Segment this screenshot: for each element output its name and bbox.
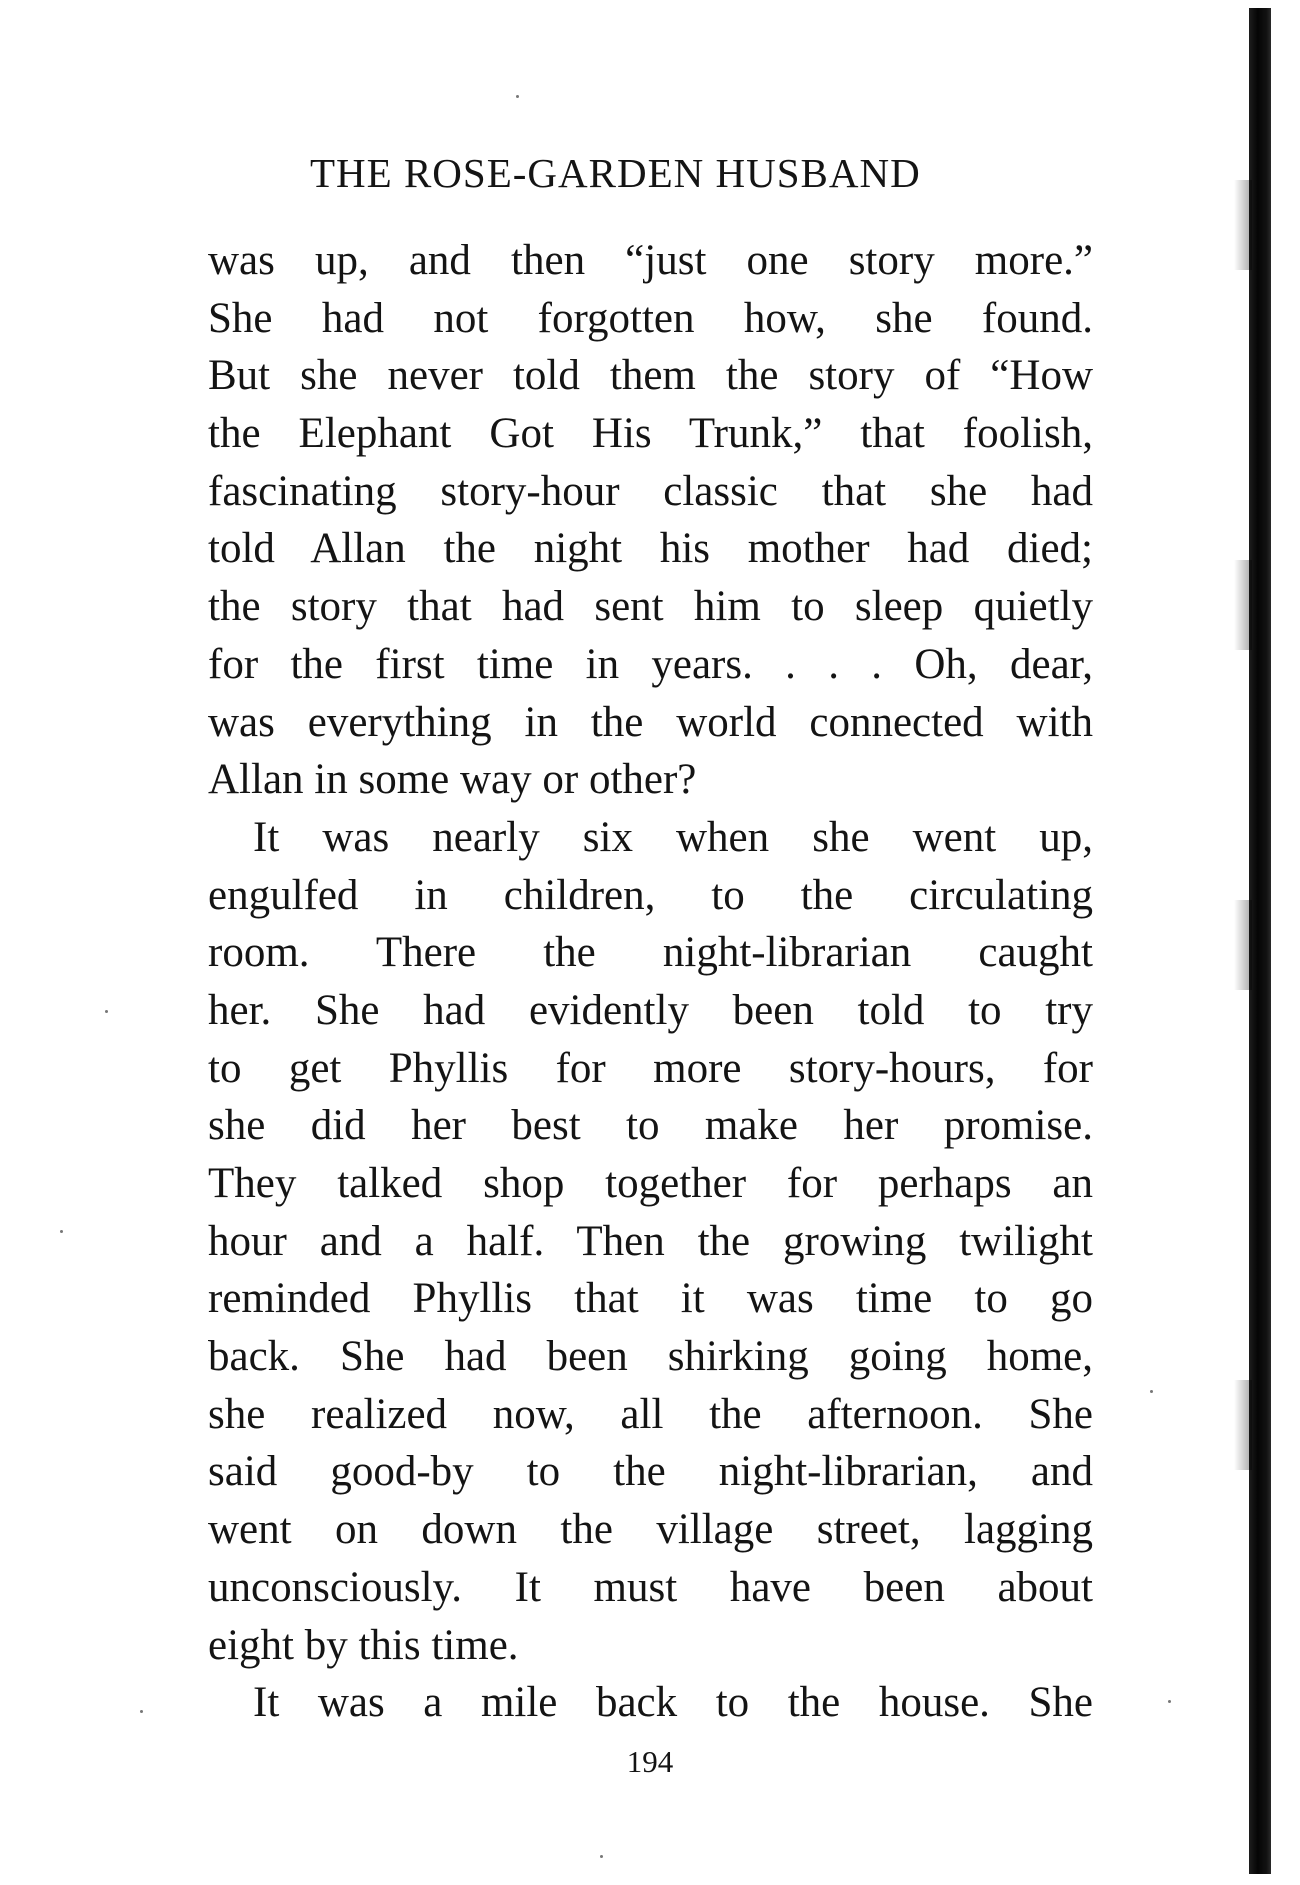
text-line: told Allan the night his mother had died; <box>208 525 1093 573</box>
binding-shadow-mark <box>1234 180 1252 270</box>
text-line: back. She had been shirking going home, <box>208 1333 1093 1381</box>
text-line: engulfed in children, to the circulating <box>208 871 1093 919</box>
text-line: her. She had evidently been told to try <box>208 986 1093 1034</box>
text-line: went on down the village street, lagging <box>208 1506 1093 1554</box>
text-line: unconsciously. It must have been about <box>208 1563 1093 1611</box>
paragraph-first-line: It was nearly six when she went up, <box>253 813 1093 861</box>
text-line: hour and a half. Then the growing twilight <box>208 1217 1093 1265</box>
paper-speck <box>516 95 519 98</box>
text-line: reminded Phyllis that it was time to go <box>208 1275 1093 1323</box>
text-line: But she never told them the story of “How <box>208 352 1093 400</box>
text-line: said good-by to the night-librarian, and <box>208 1448 1093 1496</box>
text-line: She had not forgotten how, she found. <box>208 294 1093 342</box>
text-line: to get Phyllis for more story-hours, for <box>208 1044 1093 1092</box>
text-line: she did her best to make her promise. <box>208 1102 1093 1150</box>
paper-speck <box>105 1010 108 1013</box>
text-line: Allan in some way or other? <box>208 756 697 804</box>
binding-shadow <box>1249 8 1271 1874</box>
text-line: the Elephant Got His Trunk,” that foolish, <box>208 410 1093 458</box>
paper-speck <box>1168 1700 1171 1703</box>
text-line: They talked shop together for perhaps an <box>208 1160 1093 1207</box>
binding-shadow-mark <box>1234 560 1252 650</box>
text-line: eight by this time. <box>208 1621 519 1669</box>
paper-speck <box>60 1230 63 1233</box>
text-line: for the first time in years. . . . Oh, dear, <box>208 640 1093 688</box>
paragraph-first-line: It was a mile back to the house. She <box>253 1679 1093 1727</box>
text-line: she realized now, all the afternoon. She <box>208 1390 1093 1438</box>
text-line: room. There the night-librarian caught <box>208 929 1093 977</box>
body-text <box>208 232 1093 1732</box>
running-head-title: THE ROSE-GARDEN HUSBAND <box>310 150 921 196</box>
paper-speck <box>140 1710 143 1713</box>
paper-speck <box>1150 1390 1153 1393</box>
binding-shadow-mark <box>1234 1380 1252 1470</box>
text-line: fascinating story-hour classic that she had <box>208 467 1093 515</box>
text-line: was up, and then “just one story more.” <box>208 237 1093 284</box>
page-number: 194 <box>626 1744 674 1779</box>
binding-shadow-mark <box>1234 900 1252 990</box>
text-line: the story that had sent him to sleep quietly <box>208 583 1093 631</box>
text-line: was everything in the world connected with <box>208 698 1093 746</box>
paper-speck <box>600 1855 603 1858</box>
